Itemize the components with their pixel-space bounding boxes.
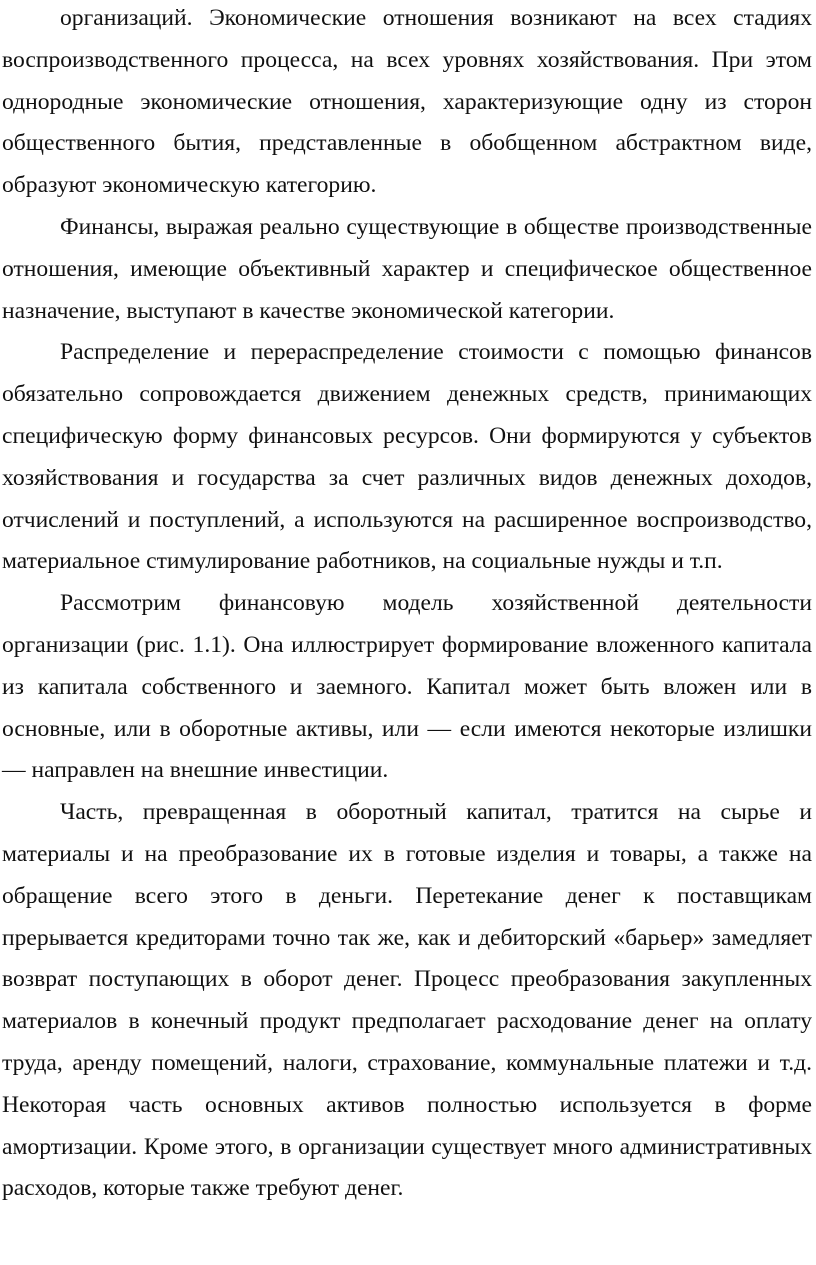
paragraph-distribution: Распределение и перераспределение стоимости с помощью финансов обязательно сопровождается движением денежных средств, принимающих специфическую форму финансовых ресурсов. Они формируются у субъектов хозяйствования и государства за счет различных видов денежных доходов, отчислений и поступлений, а используются на расширенное воспроизводство, материальное стимулирование работников, на социальные нужды и т.п.: [2, 339, 812, 575]
paragraph-financial-model: Рассмотрим финансовую модель хозяйственной деятельности организации (рис. 1.1). Она иллюстрирует формирование вложенного капитала из капитала собственного и заемного. Капитал может быть вложен или в основные, или в оборотные активы, или — если имеются некоторые излишки — направлен на внешние инвестиции.: [2, 590, 812, 784]
paragraph-working-capital: Часть, превращенная в оборотный капитал, тратится на сырье и материалы и на преобразование их в готовые изделия и товары, а также на обращение всего этого в деньги. Перетекание денег к поставщикам прерывается кредиторами точно так же, как и дебиторский «барьер» замедляет возврат поступающих в оборот денег. Процесс преобразования закупленных материалов в конечный продукт предполагает расходование денег на оплату труда, аренду помещений, налоги, страхование, коммунальные платежи и т.д. Некоторая часть основных активов полностью используется в форме амортизации. Кроме этого, в организации существует много административных расходов, которые также требуют денег.: [2, 799, 812, 1202]
paragraph-economic-relations: организаций. Экономические отношения возникают на всех стадиях воспроизводственного процесса, на всех уровнях хозяйствования. При этом однородные экономические отношения, характеризующие одну из сторон общественного бытия, представленные в обобщенном абстрактном виде, образуют экономическую категорию.: [2, 5, 812, 199]
paragraph-finance-category: Финансы, выражая реально существующие в обществе производственные отношения, имеющие объективный характер и специфическое общественное назначение, выступают в качестве экономической категории.: [2, 213, 812, 324]
